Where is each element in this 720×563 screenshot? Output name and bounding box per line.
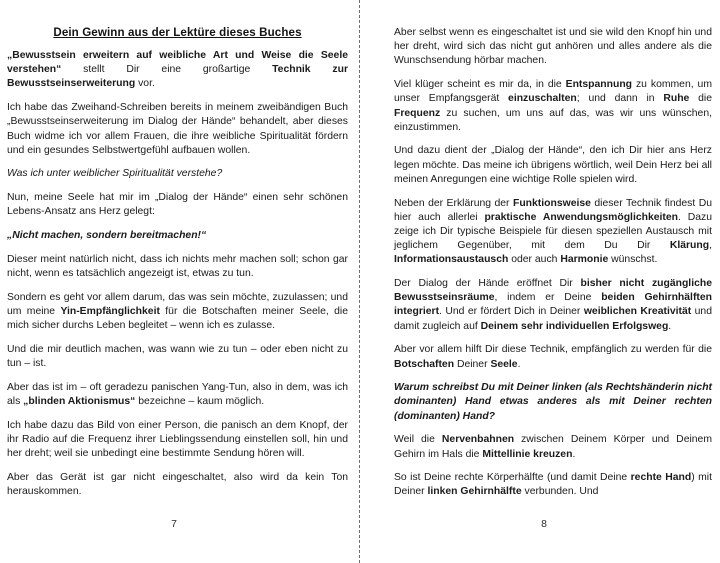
text-run: und damit zugleich auf — [394, 306, 712, 332]
paragraph — [7, 253, 348, 281]
text-run: bezeichne – kaum möglich. — [138, 395, 265, 407]
text-run-bold: einzuschalten — [508, 93, 577, 105]
text-run: stellt Dir eine großartige — [83, 64, 273, 76]
text-run: Dieser meint natürlich nicht, dass ich nichts mehr machen soll; schon gar nicht, wenn es tatsächlich angezeigt ist, etwas zu tun. — [7, 253, 348, 279]
right-page-body — [394, 26, 712, 500]
text-run-bold: Ruhe — [663, 93, 699, 105]
paragraph — [7, 471, 348, 499]
paragraph — [7, 343, 348, 371]
text-run-bold: rechte Hand — [630, 472, 692, 484]
text-run: Aber das Gerät ist gar nicht eingeschaltet, also wird da kein Ton herauskommen. — [7, 471, 348, 497]
text-run-bold: linken Gehirnhälfte — [427, 486, 525, 498]
text-run: zu kommen, um unser Empfangsgerät — [394, 79, 712, 105]
text-run: . — [517, 358, 521, 370]
text-run: , indem er Deine — [494, 292, 602, 304]
text-run-bold: Seele — [490, 358, 518, 370]
paragraph — [7, 381, 348, 409]
text-run: , — [709, 240, 712, 252]
text-run: Was ich unter weiblicher Spiritualität verstehe? — [7, 168, 223, 180]
text-run-bold: „blinden Aktionismus“ — [23, 395, 139, 407]
text-run: Sondern es geht vor allem darum, das was sein möchte, zuzulassen; und um meine — [7, 291, 348, 317]
text-run-bold: Nervenbahnen — [441, 434, 522, 446]
text-run: verbunden. Und — [524, 486, 599, 498]
text-run: zwischen Deinem Körper und Deinem Gehirn im Hals die — [394, 434, 712, 460]
text-run-bold: Funktionsweise — [512, 197, 595, 209]
text-run-bold: Deinem sehr individuellen Erfolgsweg — [480, 320, 669, 332]
text-run: vor. — [138, 78, 155, 90]
paragraph — [7, 49, 348, 92]
text-run: die — [698, 93, 712, 105]
text-run: für die Botschaften meiner Seele, die mich sicher durchs Leben begleitet – wenn ich es zulasse. — [7, 305, 348, 332]
text-run-bold: Warum schreibst Du mit Deiner linken (als Rechtshänderin nicht dominanten) Hand etwas anderes als mit Deiner rechten (dominanten) Hand? — [394, 382, 712, 422]
text-run-bold: Mittellinie kreuzen — [482, 448, 573, 460]
paragraph — [394, 26, 712, 69]
paragraph — [7, 167, 348, 181]
text-run-bold: Harmonie — [560, 254, 612, 266]
text-run-bold: beiden Gehirnhälften integriert — [394, 292, 712, 318]
text-run-bold: Technik zur Bewusstseinserweiterung — [7, 64, 349, 90]
text-run-bold: Entspannung — [565, 79, 636, 91]
text-run-bold: Yin-Empfänglichkeit — [60, 305, 166, 317]
paragraph — [394, 144, 712, 187]
text-run-bold: weiblichen Kreativität — [583, 306, 695, 318]
paragraph — [7, 101, 348, 158]
text-run-bold: Informationsaustausch — [394, 254, 512, 266]
paragraph — [394, 471, 712, 499]
text-run: Viel klüger scheint es mir da, in die — [394, 79, 566, 91]
text-run: Ich habe dazu das Bild von einer Person, die panisch an dem Knopf, der ihr Radio auf die Frequenz ihrer Lieblingssendung einstellen soll, hin und her dreht; weil sie unbedingt eine bestimmte Sendung hören will. — [7, 419, 348, 459]
page-number-left: 7 — [171, 519, 177, 530]
paragraph — [394, 197, 712, 268]
text-run: Und die mir deutlich machen, was wann wie zu tun – oder eben nicht zu tun – ist. — [7, 343, 348, 369]
paragraph — [394, 433, 712, 461]
paragraph — [7, 229, 348, 243]
page-number-right: 8 — [541, 519, 547, 530]
paragraph — [394, 78, 712, 135]
paragraph — [394, 277, 712, 334]
text-run: ) mit Deiner — [394, 472, 712, 498]
paragraph — [7, 191, 348, 219]
text-run-bold: Klärung — [669, 240, 710, 252]
text-run: So ist Deine rechte Körperhälfte (und damit Deine — [394, 472, 631, 484]
text-run: wünschst. — [611, 254, 658, 266]
text-run-bold: „Bewusstsein erweitern auf weibliche Art und Weise die Seele verstehen“ — [7, 50, 348, 76]
paragraph — [394, 381, 712, 424]
paragraph — [7, 291, 348, 334]
left-page-body — [7, 49, 348, 499]
text-run: ; und dann in — [576, 93, 664, 105]
text-run: Nun, meine Seele hat mir im „Dialog der Hände“ einen sehr schönen Lebens-Ansatz ans Herz gelegt: — [7, 192, 348, 218]
page-right — [360, 0, 720, 563]
text-run-bold: „Nicht machen, sondern bereitmachen!“ — [7, 230, 207, 242]
text-run-bold: bisher nicht zugängliche Bewusstseinsräume — [394, 278, 712, 304]
text-run: . — [572, 448, 576, 460]
text-run: Weil die — [394, 434, 442, 446]
text-run-bold: Botschaften — [394, 358, 457, 370]
text-run: Aber das ist im – oft geradezu panischen Yang-Tun, also in dem, was ich als — [7, 381, 348, 407]
text-run: Aber vor allem hilft Dir diese Technik, empfänglich zu werden für die — [394, 344, 712, 356]
paragraph — [394, 343, 712, 371]
text-run: Und dazu dient der „Dialog der Hände“, den ich Dir hier ans Herz legen möchte. Das meine ich übrigens wörtlich, weil Dein Herz bei all meinen Anregungen eine wichtige Rolle spielen wird. — [394, 145, 712, 185]
text-run-bold: praktische Anwendungsmöglichkeiten — [484, 211, 678, 223]
text-run-bold: Frequenz — [394, 107, 447, 119]
text-run: Ich habe das Zweihand-Schreiben bereits in meinem zweibändigen Buch „Bewusstseinserweiterung im Dialog der Hände“ behandelt, aber dieses Buch widme ich vor allem Frauen, die ihre weibliche Spiritualität fördern und ein gesundes Selbstwertgefühl aufbauen wollen. — [7, 102, 348, 156]
text-run: zu suchen, um uns auf das, was wir uns wünschen, einzustimmen. — [394, 107, 712, 133]
paragraph — [7, 419, 348, 462]
text-run: . — [668, 320, 672, 332]
text-run: Deiner — [456, 358, 491, 370]
text-run: Aber selbst wenn es eingeschaltet ist und sie wild den Knopf hin und her dreht, wird sich das nicht gut anhören und alles andere als die Wunschsendung hörbar machen. — [394, 27, 712, 67]
text-run: Neben der Erklärung der — [394, 197, 513, 209]
text-run: . Und er fördert Dich in Deiner — [439, 306, 584, 318]
text-run: Der Dialog der Hände eröffnet Dir — [394, 278, 581, 290]
page-title: Dein Gewinn aus der Lektüre dieses Buches — [53, 26, 302, 39]
text-run: dieser Technik findest Du hier auch allerlei — [394, 197, 712, 223]
text-run: . Dazu zeige ich Dir typische Beispiele für diesen speziellen Austausch mit jeglichem Gegenüber, mit dem Du Dir — [394, 211, 712, 252]
text-run: oder auch — [511, 254, 561, 266]
